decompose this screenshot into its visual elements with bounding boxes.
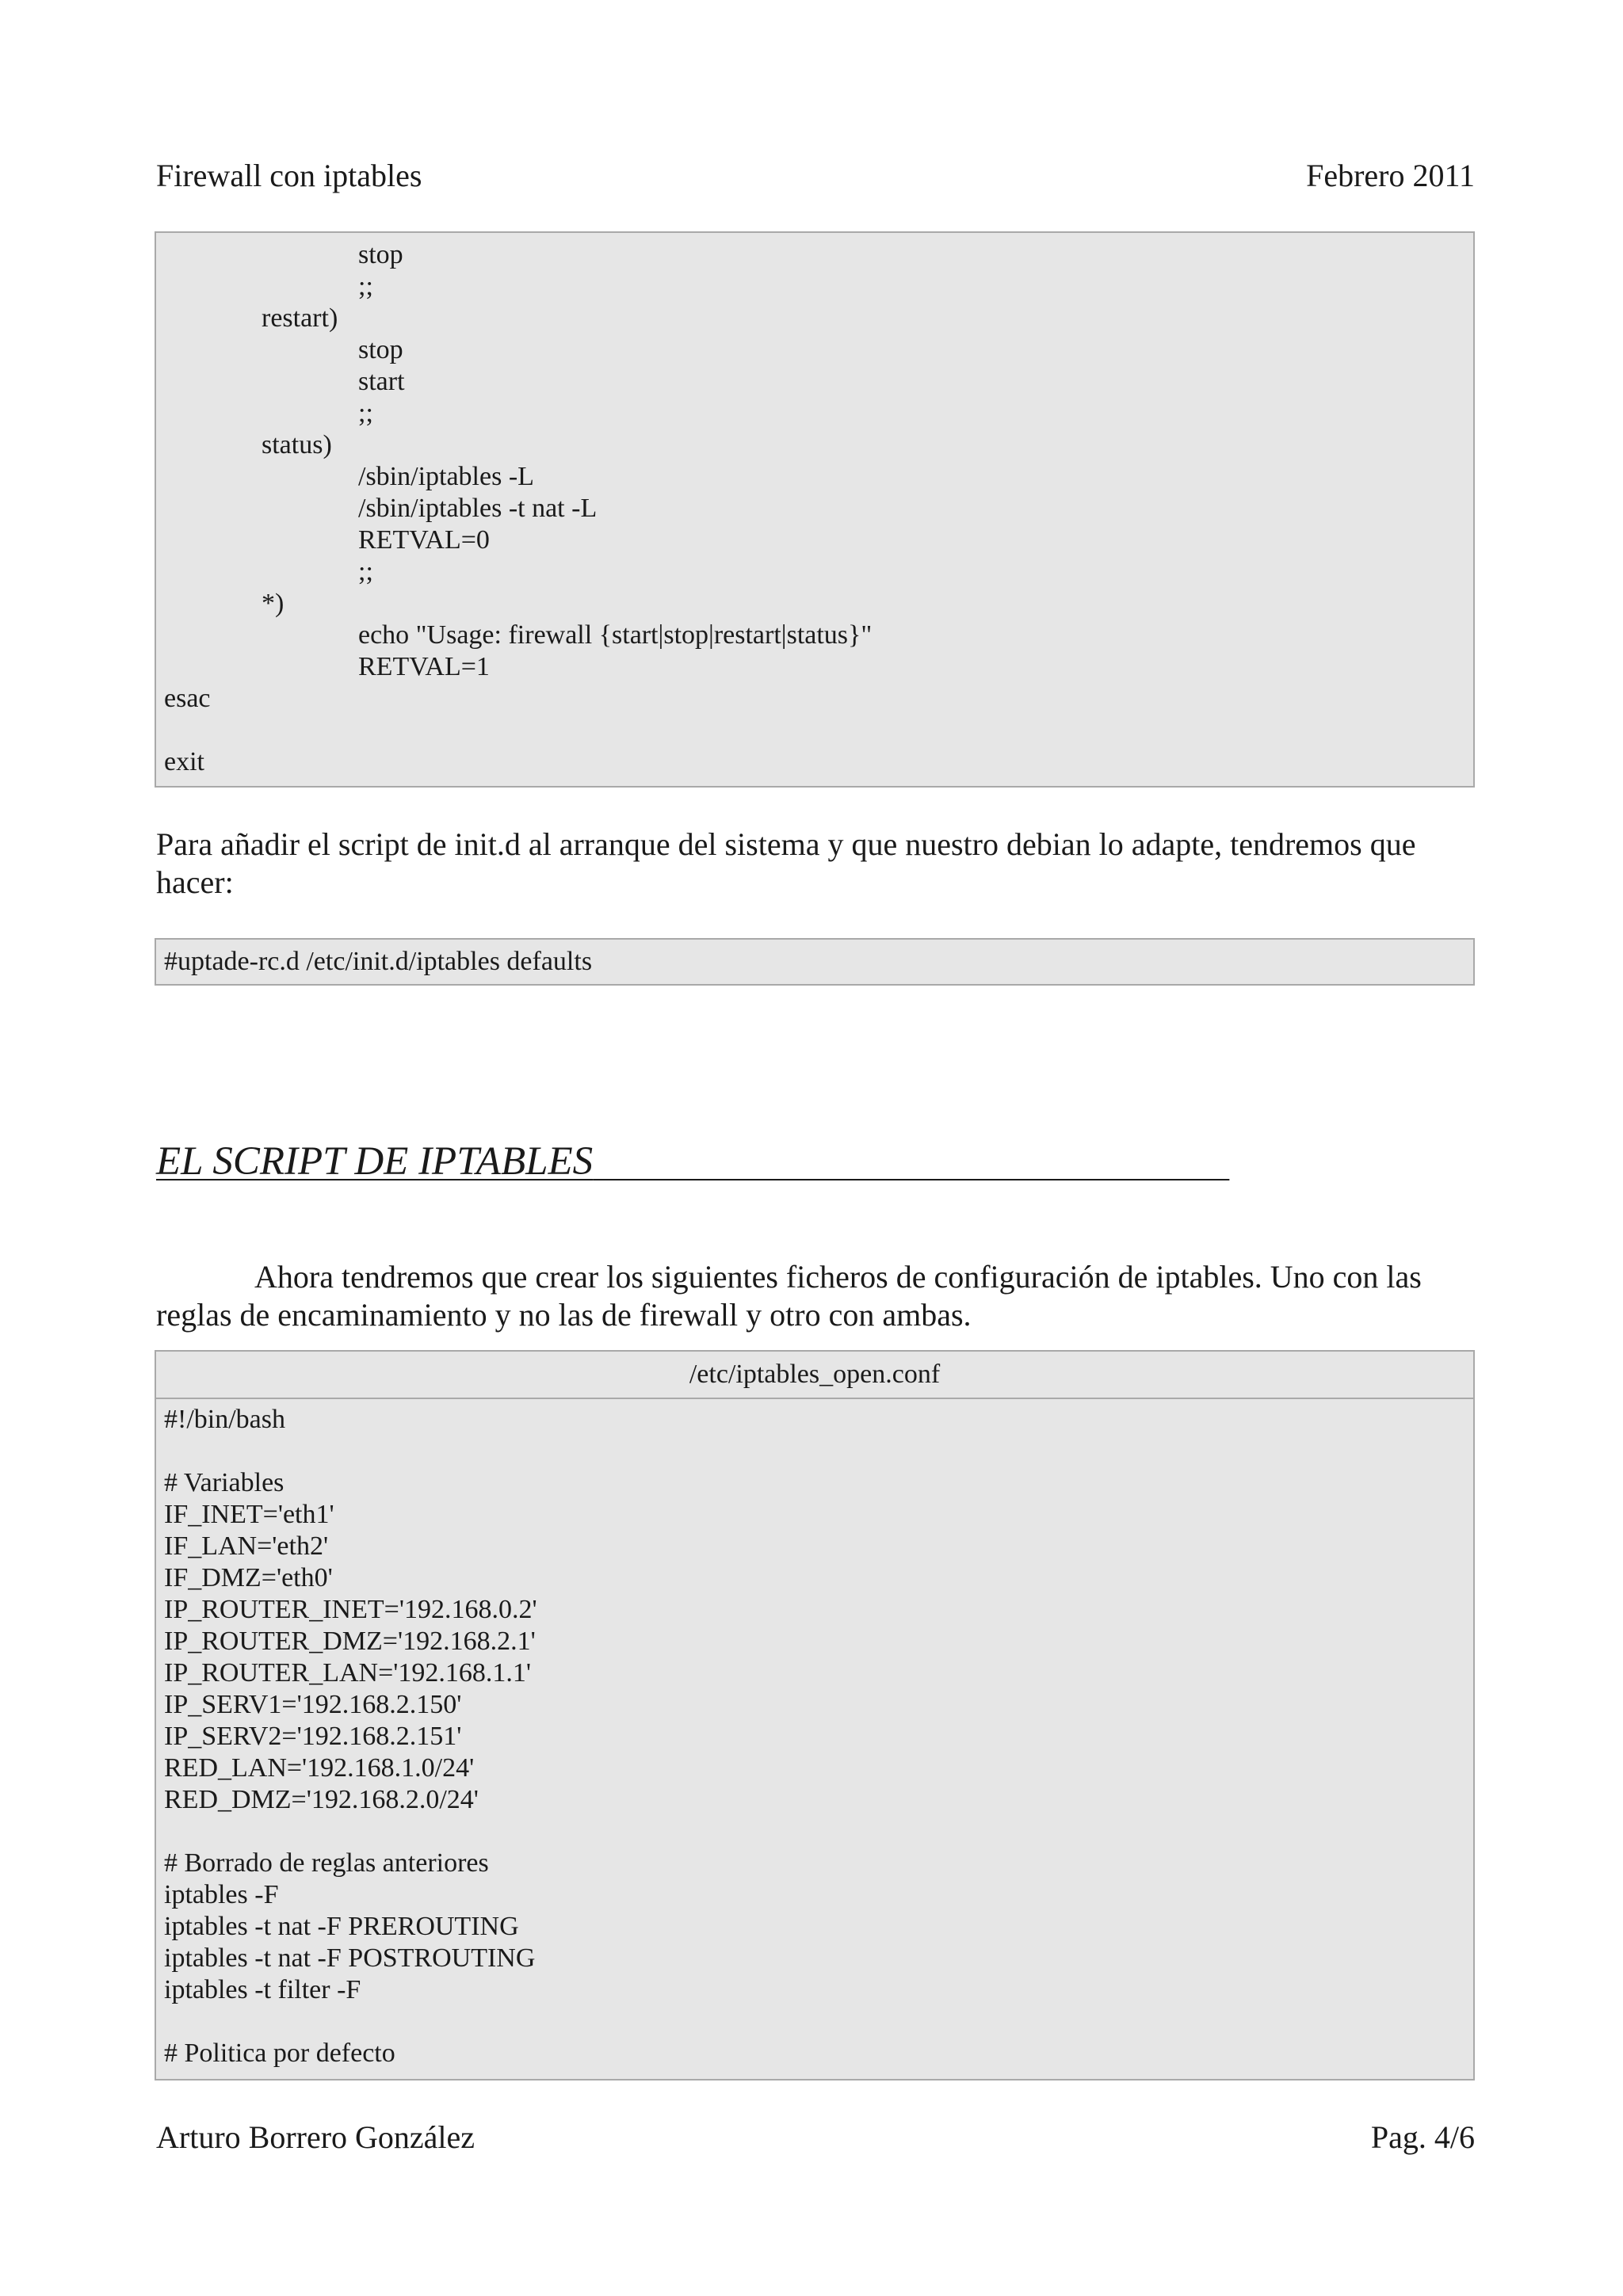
code-line: RED_DMZ='192.168.2.0/24' (164, 1785, 479, 1814)
section-title-rule (593, 1139, 1229, 1184)
code-block-update-rc (155, 938, 1475, 986)
header-title: Firewall con iptables (156, 158, 422, 193)
code-line: IP_SERV2='192.168.2.151' (164, 1722, 462, 1751)
code-line: IP_ROUTER_LAN='192.168.1.1' (164, 1658, 532, 1688)
code-line: /sbin/iptables -L (358, 462, 534, 491)
code-line: iptables -t filter -F (164, 1975, 361, 2004)
code-line: status) (262, 430, 332, 460)
code-line: IP_SERV1='192.168.2.150' (164, 1690, 462, 1719)
code-line: exit (164, 747, 204, 776)
code-line: echo "Usage: firewall {start|stop|restart|status}" (358, 620, 873, 650)
code-block-initd-script (155, 231, 1475, 788)
code-line (156, 1436, 1473, 1467)
code-line: # Borrado de reglas anteriores (164, 1848, 489, 1878)
code-line: restart) (262, 303, 338, 333)
code-line: RED_LAN='192.168.1.0/24' (164, 1753, 475, 1783)
code-block-iptables-open (155, 1350, 1475, 2081)
code-line: # Variables (164, 1468, 285, 1497)
code-line: iptables -t nat -F POSTROUTING (164, 1943, 536, 1973)
code-line: RETVAL=0 (358, 525, 490, 555)
code-line: ;; (358, 272, 373, 301)
code-line (156, 715, 1473, 746)
code-line (156, 1816, 1473, 1848)
code-line: /sbin/iptables -t nat -L (358, 494, 598, 523)
section-intro: Ahora tendremos que crear los siguientes ficheros de configuración de iptables. Uno con las reglas de encaminamiento y no las de firewall y otro con ambas. (156, 1259, 1422, 1333)
header-date: Febrero 2011 (1306, 158, 1475, 193)
code-line: stop (358, 240, 403, 269)
code-block-filename: /etc/iptables_open.conf (156, 1352, 1473, 1399)
code-line: esac (164, 684, 211, 713)
footer-page: Pag. 4/6 (1370, 2119, 1475, 2155)
code-line: ;; (358, 399, 373, 428)
code-line: IF_DMZ='eth0' (164, 1563, 333, 1592)
paragraph-initd: Para añadir el script de init.d al arranque del sistema y que nuestro debian lo adapte, tendremos que hacer: (156, 826, 1416, 900)
code-line: iptables -t nat -F PREROUTING (164, 1912, 519, 1941)
code-line: #uptade-rc.d /etc/init.d/iptables defaults (164, 947, 593, 976)
section-title-text: EL SCRIPT DE IPTABLES (156, 1139, 594, 1184)
code-line: RETVAL=1 (358, 652, 490, 681)
code-line: # Politica por defecto (164, 2039, 395, 2068)
code-line: iptables -F (164, 1880, 279, 1909)
code-line: IP_ROUTER_INET='192.168.0.2' (164, 1595, 537, 1624)
code-line: IP_ROUTER_DMZ='192.168.2.1' (164, 1627, 536, 1656)
code-line: ;; (358, 557, 373, 586)
footer-author: Arturo Borrero González (156, 2119, 475, 2155)
code-line (156, 2006, 1473, 2038)
code-line: IF_INET='eth1' (164, 1500, 334, 1529)
code-line: *) (262, 589, 285, 618)
code-lines (156, 1399, 1473, 2069)
code-line: stop (358, 335, 403, 364)
code-line: #!/bin/bash (164, 1405, 285, 1434)
code-line: start (358, 367, 405, 396)
code-lines (156, 239, 1473, 778)
section-title (156, 1138, 1229, 1185)
code-line: IF_LAN='eth2' (164, 1531, 329, 1561)
